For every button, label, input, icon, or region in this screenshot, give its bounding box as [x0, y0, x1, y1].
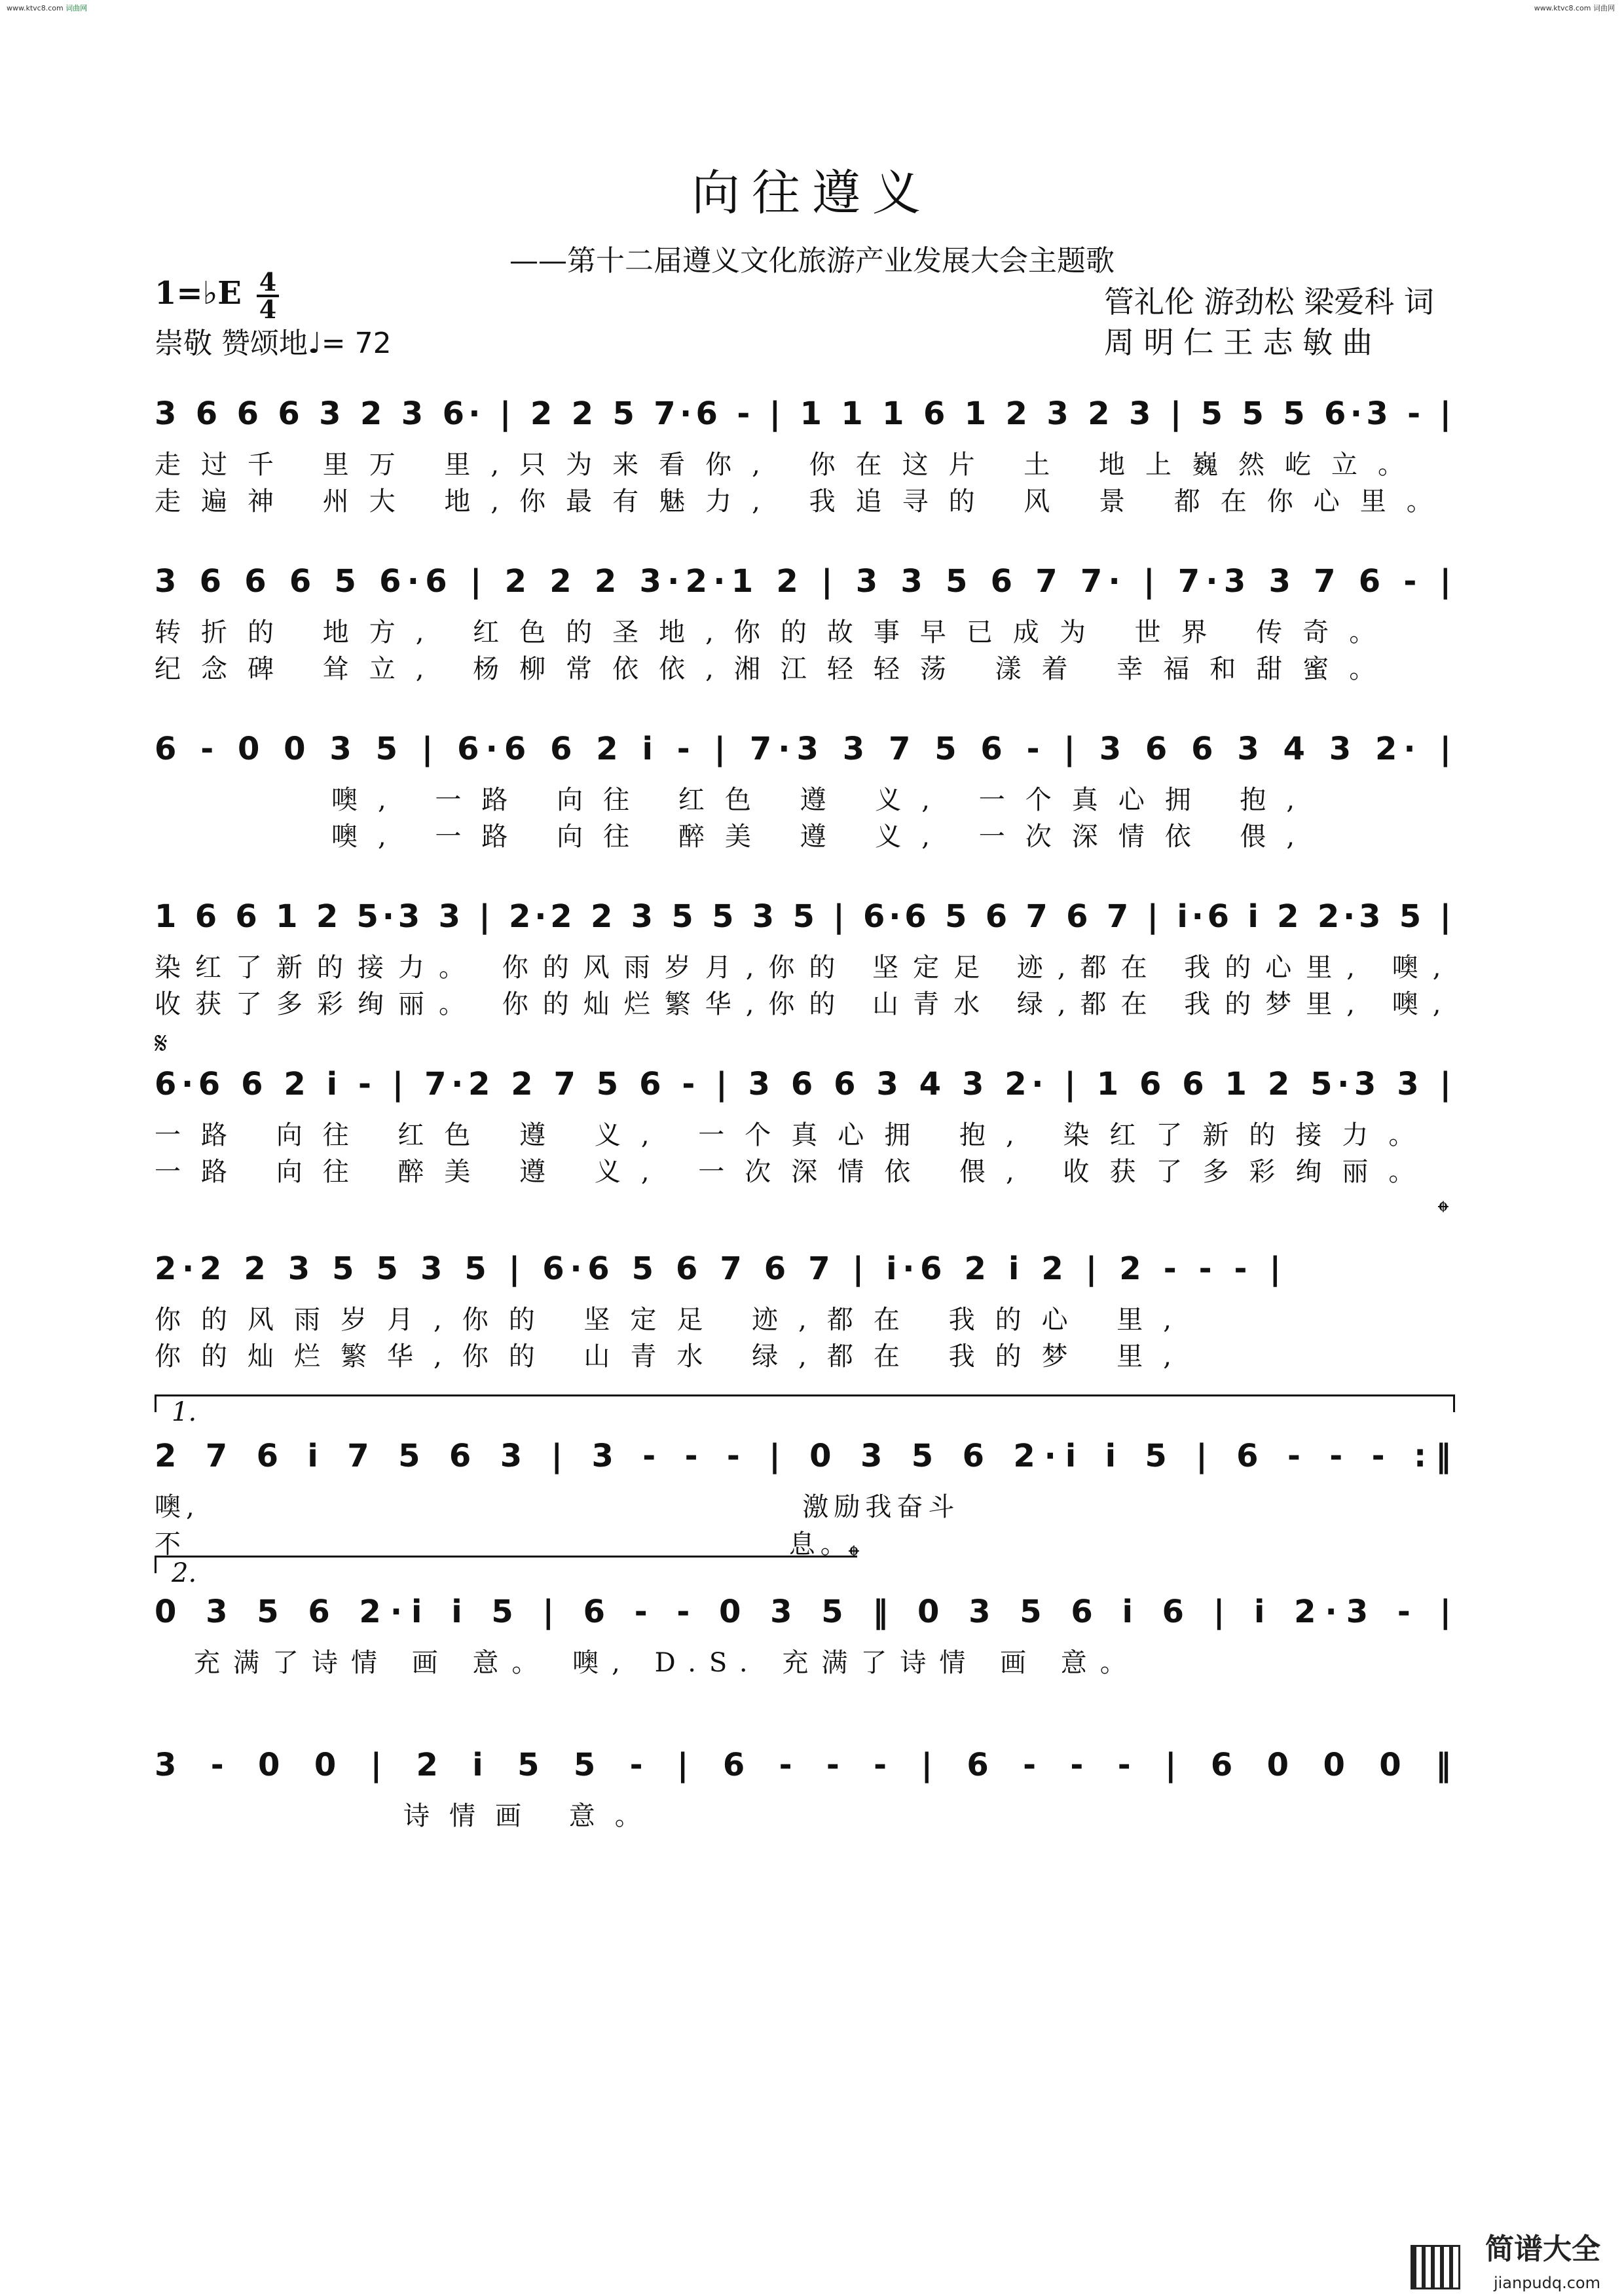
lyric-verse-1: 染红了新的接力。 你的风雨岁月,你的 坚定足 迹,都在 我的心里, 噢,	[155, 953, 1456, 983]
score-system-3	[155, 725, 1464, 856]
score-system-7	[155, 1432, 1464, 1559]
time-signature-top: 4	[259, 267, 277, 297]
notation-line	[155, 1588, 1464, 1634]
notes-text: 6·6 6 2 i - | 7·2 2 7 5 6 - | 3 6 6 3 4 3 2· | 1 6 6 1 2 5·3 3 |	[155, 1066, 1451, 1102]
volta-bracket-2	[155, 1556, 857, 1573]
time-signature	[257, 267, 279, 324]
score-system-4	[155, 893, 1464, 1024]
lyric-verse-1: 走过千 里万 里,只为来看你, 你在这片 土 地上巍然屹立。	[155, 450, 1425, 480]
score-system-6	[155, 1245, 1464, 1376]
notation-line	[155, 390, 1464, 436]
score-system-1	[155, 390, 1464, 521]
credits	[1104, 282, 1434, 363]
lyric-verse-1: 你的风雨岁月,你的 坚定足 迹,都在 我的心 里,	[155, 1305, 1192, 1335]
lyric-verse-2: 一路 向往 醉美 遵 义, 一次深情依 偎, 收获了多彩绚丽。	[155, 1157, 1435, 1187]
lyric-verse-1: 一路 向往 红色 遵 义, 一个真心拥 抱, 染红了新的接力。	[155, 1120, 1435, 1150]
notation-line	[155, 1061, 1464, 1106]
notation-line	[155, 1245, 1464, 1291]
volta-label-2: 2.	[172, 1558, 197, 1588]
score-system-9	[155, 1741, 1464, 1833]
lyric-verse-1: 诗情画 意。	[403, 1801, 661, 1831]
lyric-verse-1: 充满了诗情 画 意。 噢, D.S. 充满了诗情 画 意。	[194, 1648, 1139, 1678]
volta-bracket-1	[155, 1394, 1455, 1412]
notes-text: 3 6 6 6 5 6·6 | 2 2 2 3·2·1 2 | 3 3 5 6 7 7· | 7·3 3 7 6 - |	[155, 563, 1451, 600]
notation-line	[155, 1432, 1464, 1478]
coda-sign-2: 𝄌	[849, 1539, 859, 1574]
lyric-verse-2: 你的灿烂繁华,你的 山青水 绿,都在 我的梦 里,	[155, 1341, 1192, 1372]
lyric-verse-2: 走遍神 州大 地,你最有魅力, 我追寻的 风 景 都在你心里。	[155, 486, 1453, 517]
piano-keys-icon	[1411, 2245, 1460, 2289]
segno-sign: 𝄋	[155, 1025, 168, 1061]
composers: 周 明 仁 王 志 敏 曲	[1104, 325, 1373, 360]
footer-logo: 简谱大全	[1485, 2232, 1600, 2266]
coda-sign: 𝄌	[1438, 1194, 1449, 1230]
notes-text: 1 6 6 1 2 5·3 3 | 2·2 2 3 5 5 3 5 | 6·6 5 6 7 6 7 | i·6 i 2 2·3 5 |	[155, 898, 1451, 935]
tempo-marking: 崇敬 赞颂地♩= 72	[155, 327, 392, 360]
site-tag-right: www.ktvc8.com 词曲网	[1534, 4, 1615, 12]
notation-line	[155, 558, 1464, 604]
lyric-verse-2: 收获了多彩绚丽。 你的灿烂繁华,你的 山青水 绿,都在 我的梦里, 噢,	[155, 989, 1456, 1019]
lyric-verse-2: 噢, 一路 向往 醉美 遵 义, 一次深情依 偎,	[331, 822, 1316, 852]
lyric-verse-2: 纪念碑 耸立, 杨柳常依依,湘江轻轻荡 漾着 幸福和甜蜜。	[155, 654, 1396, 684]
notes-text: 3 - 0 0 | 2 i 5 5 - | 6 - - - | 6 - - - | 6 0 0 0 ‖	[155, 1747, 1451, 1783]
site-tag-left: www.ktvc8.com 词曲网	[7, 4, 88, 12]
score-system-8	[155, 1588, 1464, 1680]
score-system-5	[155, 1061, 1464, 1192]
score-system-2	[155, 558, 1464, 689]
key-signature: 1=♭E	[155, 275, 242, 312]
notes-text: 0 3 5 6 2·i i 5 | 6 - - 0 3 5 ‖ 0 3 5 6 i 6 | i 2·3 - |	[155, 1594, 1452, 1630]
notes-text: 2 7 6 i 7 5 6 3 | 3 - - - | 0 3 5 6 2·i i 5 | 6 - - - :‖	[155, 1438, 1451, 1474]
notes-text: 2·2 2 3 5 5 3 5 | 6·6 5 6 7 6 7 | i·6 2 i 2 | 2 - - - |	[155, 1250, 1281, 1287]
song-subtitle: ——第十二届遵义文化旅游产业发展大会主题歌	[509, 244, 1115, 278]
volta-label-1: 1.	[172, 1397, 197, 1427]
notes-text: 3 6 6 6 3 2 3 6· | 2 2 5 7·6 - | 1 1 1 6 1 2 3 2 3 | 5 5 5 6·3 - |	[155, 395, 1451, 432]
notes-text: 6 - 0 0 3 5 | 6·6 6 2 i - | 7·3 3 7 5 6 - | 3 6 6 3 4 3 2· |	[155, 731, 1451, 767]
lyricists: 管礼伦 游劲松 梁爱科 词	[1104, 284, 1434, 319]
time-signature-bottom: 4	[259, 295, 277, 324]
notation-line	[155, 725, 1464, 771]
footer-url: jianpudq.com	[1493, 2274, 1600, 2292]
notation-line	[155, 1741, 1464, 1787]
notation-line	[155, 893, 1464, 939]
lyric-verse-1: 噢, 激励我奋斗 不 息。	[155, 1492, 960, 1559]
song-title: 向往遵义	[692, 165, 932, 221]
lyric-verse-1: 噢, 一路 向往 红色 遵 义, 一个真心拥 抱,	[331, 785, 1316, 815]
lyric-verse-1: 转折的 地方, 红色的圣地,你的故事早已成为 世界 传奇。	[155, 617, 1396, 647]
